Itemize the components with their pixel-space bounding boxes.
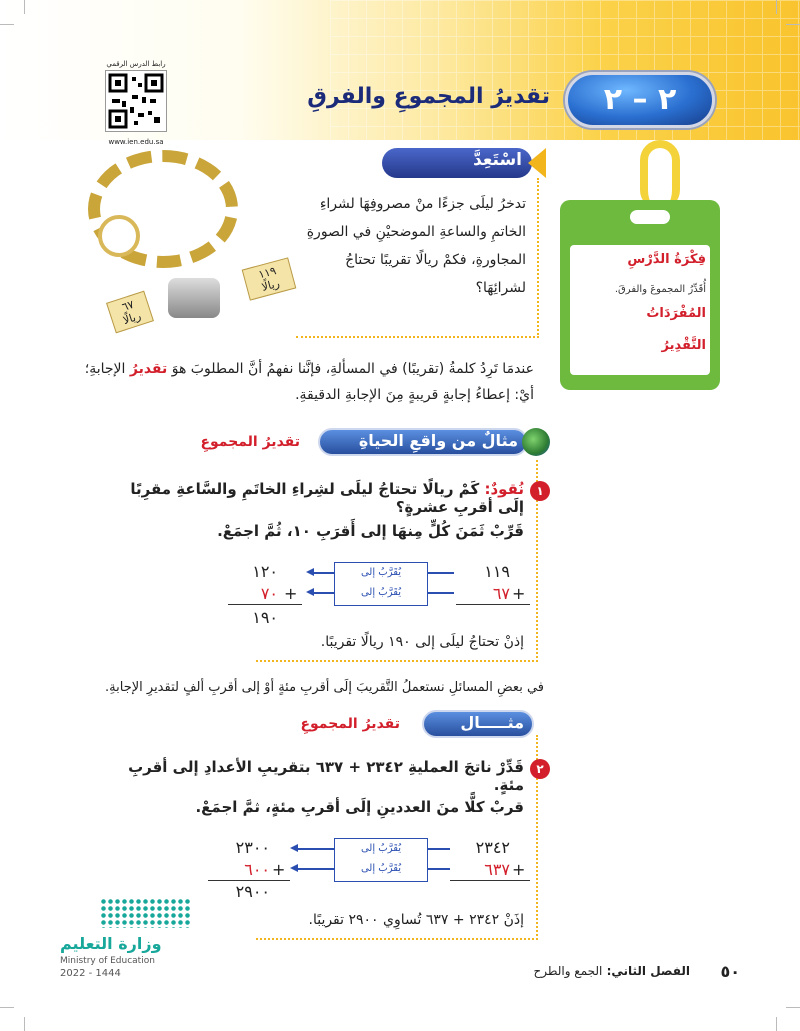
intro-text: عندمَا تَرِدُ كلمةُ (تقريبًا) في المسألةِ، فإنَّنا نفهمُ أنَّ المطلوبَ هوَ — [167, 361, 534, 377]
ex1-orig-b: ٦٧ — [492, 584, 510, 603]
example1-topic: نُقودٌ: — [484, 480, 524, 498]
example2-step: قربْ كلًّا منَ العددينِ إلَى أقربِ مئةٍ، ثمَّ اجمَعْ. — [195, 798, 524, 816]
example1-answer: إذنْ تحتاجُ ليلَى إلى ١٩٠ ريالًا تقريبًا. — [320, 634, 524, 650]
ex1-arrow-line — [312, 592, 334, 594]
ex1-orig-a: ١١٩ — [484, 562, 510, 581]
ex2-arrow-line — [428, 848, 450, 850]
ready-label: اسْتَعِدَّ — [473, 150, 522, 170]
vocab-title: المُفْرَدَاتُ — [646, 306, 706, 321]
ex1-plus-orig: + — [512, 584, 526, 603]
globe-icon — [522, 428, 550, 456]
example1-question — [100, 480, 524, 516]
lesson-title: تقديرُ المجموعِ والفرقِ — [307, 84, 550, 109]
ready-line: تدخرُ ليلَى جزءًا منْ مصروفِهَا لشراءِ — [319, 196, 526, 212]
idea-title: فِكْرَةُ الدَّرْسِ — [627, 252, 706, 267]
qr-code-graphic — [106, 71, 166, 131]
ministry-name-en: Ministry of Education — [60, 956, 155, 966]
ex2-arrow-icon — [290, 844, 298, 852]
ministry-name-ar: وزارة التعليم — [60, 934, 162, 953]
intro-paragraph — [40, 356, 534, 408]
example1-header: مثالٌ من واقعِ الحياةِ — [358, 431, 518, 450]
example2-number: ٢ — [530, 759, 550, 779]
idea-text: أُقَدِّرُ المجموعَ والفرقَ. — [614, 284, 706, 295]
watch-face — [98, 215, 140, 257]
card-hole — [630, 210, 670, 224]
crop-mark — [0, 1007, 14, 1008]
crop-mark — [0, 24, 14, 25]
ex1-plus-round: + — [284, 584, 298, 603]
crop-mark — [786, 1007, 800, 1008]
example1-type: تقديرُ المجموعِ — [200, 434, 300, 450]
intro-line-2: أيْ: إعطاءُ إجابةٍ قريبةٍ مِنَ الإجابةِ الدقيقةِ. — [295, 387, 534, 403]
ex1-arrow-line — [428, 572, 454, 574]
ex2-arrow-line — [428, 868, 450, 870]
ex2-arrow-icon — [290, 864, 298, 872]
watch-price-tag: ١١٩ ريالًا — [242, 257, 297, 300]
ex2-round-b: ٦٠٠ — [244, 860, 270, 879]
ready-line: الخاتمِ والساعةِ الموضحيْنِ في الصورةِ — [306, 224, 526, 240]
ex2-orig-rule — [450, 880, 530, 881]
ready-text — [298, 190, 526, 302]
crop-mark — [776, 1017, 777, 1031]
chapter-name: الجمع والطرح — [533, 964, 603, 978]
ex1-sum: ١٩٠ — [252, 608, 278, 627]
edition-year: 2022 - 1444 — [60, 968, 121, 979]
ring-price-tag: ٦٧ ريالًا — [106, 291, 154, 334]
ex1-round-a: ١٢٠ — [252, 562, 278, 581]
intro-line-1 — [40, 356, 534, 382]
example2-answer: إذَنْ ٢٣٤٢ + ٦٣٧ تُساوِي ٢٩٠٠ تقريبًا. — [308, 912, 524, 928]
ministry-logo — [100, 898, 190, 928]
vocab-item[interactable]: التَّقْدِيرُ — [661, 338, 706, 353]
intro-text: الإجابةِ؛ — [84, 361, 130, 377]
ex2-arrow-line — [296, 868, 334, 870]
ready-line: لشرائِهَا؟ — [475, 280, 526, 296]
ex2-round-a: ٢٣٠٠ — [235, 838, 270, 857]
ex2-round-label: يُقَرَّبُ إلى — [360, 843, 402, 854]
crop-mark — [776, 0, 777, 14]
ex1-round-label: يُقَرَّبُ إلى — [360, 567, 402, 578]
example1-question-text: كَمْ ريالًا تحتاجُ ليلَى لشِراءِ الخاتَمِ والسَّاعةِ مقرِبًا إلَى أقربِ عشرةٍ؟ — [130, 480, 524, 516]
ex1-round-b: ٧٠ — [260, 584, 278, 603]
ex1-arrow-icon — [306, 568, 314, 576]
ex2-plus-orig: + — [512, 860, 526, 879]
chapter-prefix: الفصل الثاني: — [606, 964, 690, 978]
qr-url[interactable]: www.ien.edu.sa — [108, 138, 164, 146]
chapter-title — [460, 964, 690, 978]
qr-code[interactable] — [105, 70, 167, 132]
example1-step: قَرِّبْ ثَمَنَ كُلٍّ مِنهَا إلى أَقرَبِ ١٠، ثُمَّ اجمَعْ. — [217, 522, 524, 540]
example2-question: قَدِّرْ ناتجَ العمليةِ ٢٣٤٢ + ٦٣٧ بتقريبِ الأعدادِ إلى أقربِ مئةٍ. — [128, 758, 524, 794]
example1-number: ١ — [530, 481, 550, 501]
example2-type: تقديرُ المجموعِ — [300, 716, 400, 732]
ready-arrow-icon — [528, 148, 546, 178]
ex1-arrow-icon — [306, 588, 314, 596]
ex1-round-label: يُقَرَّبُ إلى — [360, 587, 402, 598]
ready-line: المجاورةِ، فكمْ ريالًا تقريبًا تحتاجُ — [345, 252, 526, 268]
crop-mark — [24, 1017, 25, 1031]
ex2-arrow-line — [296, 848, 334, 850]
crop-mark — [786, 24, 800, 25]
ring-illustration — [168, 278, 220, 318]
ex1-arrow-line — [428, 592, 454, 594]
lesson-number: ٢ – ٢ — [603, 82, 677, 117]
ex1-arrow-line — [312, 572, 334, 574]
ex2-orig-a: ٢٣٤٢ — [475, 838, 510, 857]
transition-text: في بعضِ المسائلِ نستعملُ التَّقريبَ إلَى أقربِ مئةٍ أوْ إلى أقربِ ألفٍ لتقديرِ الإجابةِ. — [105, 680, 544, 695]
ex1-round-rule — [228, 604, 302, 605]
ex2-plus-round: + — [272, 860, 286, 879]
ex2-round-rule — [208, 880, 290, 881]
page-number: ٥٠ — [720, 962, 740, 981]
intro-highlight: تقديرُ — [129, 361, 168, 377]
qr-label: رابط الدرس الرقمي — [106, 60, 166, 68]
example2-header: مثـــــال — [460, 713, 524, 732]
ex2-sum: ٢٩٠٠ — [235, 882, 270, 901]
ex2-orig-b: ٦٣٧ — [484, 860, 510, 879]
ex1-orig-rule — [456, 604, 530, 605]
crop-mark — [24, 0, 25, 14]
ex2-round-label: يُقَرَّبُ إلى — [360, 863, 402, 874]
